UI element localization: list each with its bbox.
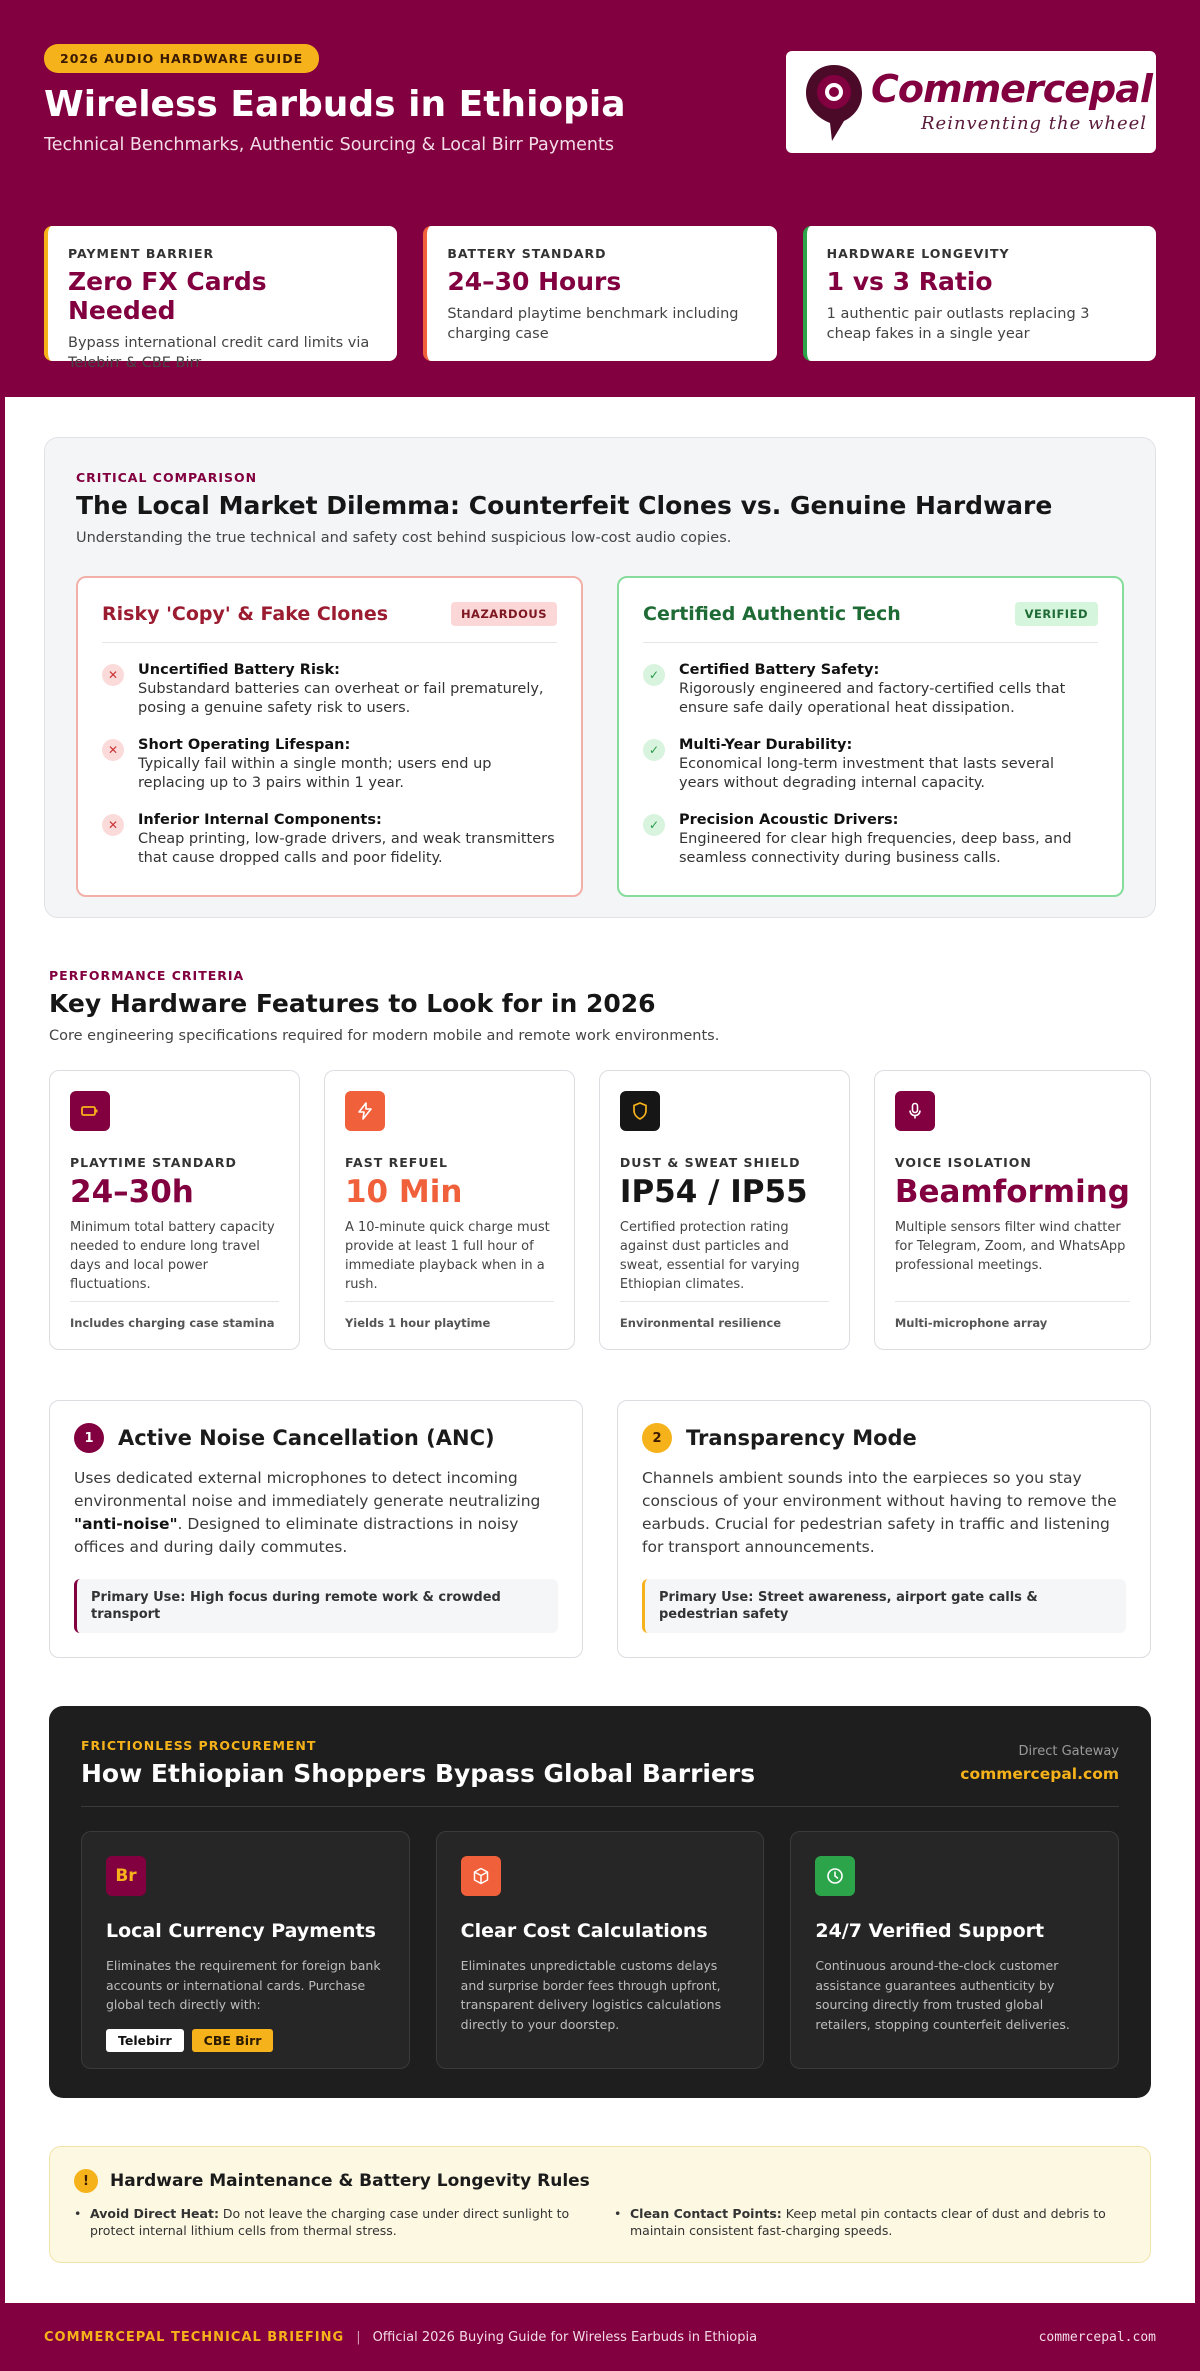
anc-card — [49, 1400, 583, 1658]
hero-header — [0, 0, 1200, 397]
list-item — [643, 736, 1098, 793]
stat-desc: Standard playtime benchmark including charging case — [447, 306, 739, 342]
local-currency-card — [81, 1831, 410, 2069]
stat-desc: 1 authentic pair outlasts replacing 3 cheap fakes in a single year — [826, 306, 1090, 342]
stat-card-payment — [44, 226, 397, 371]
cost-calculations-card — [436, 1831, 765, 2069]
fake-clones-card — [76, 576, 583, 897]
divider — [81, 1806, 1119, 1807]
payment-tags — [106, 2029, 385, 2052]
maintenance-rules — [74, 2205, 1126, 2239]
section-eyebrow: CRITICAL COMPARISON — [76, 470, 258, 485]
card-desc: Eliminates the requirement for foreign bank accounts or international cards. Purchase global tech directly with: — [106, 1958, 381, 2012]
item-text: Engineered for clear high frequencies, deep bass, and seamless connectivity during business calls. — [679, 831, 1072, 866]
feature-footnote: Includes charging case stamina — [70, 1301, 279, 1330]
stat-cards — [44, 226, 1156, 371]
card-title: Clear Cost Calculations — [460, 1920, 708, 1942]
x-icon: ✕ — [102, 739, 124, 761]
stat-card-battery — [423, 226, 776, 361]
lightning-icon — [345, 1091, 385, 1131]
item-heading: Inferior Internal Components: — [138, 812, 382, 828]
stat-card-longevity — [803, 226, 1156, 361]
comparison-cards — [76, 576, 1124, 897]
feature-value: 10 Min — [344, 1174, 463, 1210]
footer-link[interactable]: commercepal.com — [1038, 2329, 1156, 2345]
stat-value: 24–30 Hours — [447, 267, 622, 296]
card-title: 24/7 Verified Support — [815, 1920, 1045, 1942]
card-title: Risky 'Copy' & Fake Clones — [102, 603, 389, 625]
mode-title: Active Noise Cancellation (ANC) — [118, 1426, 495, 1450]
footer-separator: | — [356, 2329, 361, 2345]
stat-desc: Bypass international credit card limits via Telebirr & CBE Birr — [68, 335, 370, 371]
item-text: Typically fail within a single month; users end up replacing up to 3 pairs within 1 year. — [138, 756, 492, 791]
feature-card-playtime — [49, 1070, 300, 1350]
authentic-tech-card — [617, 576, 1124, 897]
item-text: Substandard batteries can overheat or fail prematurely, posing a genuine safety risk to users. — [138, 681, 544, 716]
feature-value: IP54 / IP55 — [619, 1174, 808, 1210]
list-item: • Avoid Direct Heat: Do not leave the charging case under direct sunlight to protect internal lithium cells from thermal stress. — [74, 2205, 586, 2239]
feature-desc: A 10-minute quick charge must provide at least 1 full hour of immediate playback when in a rush. — [344, 1220, 550, 1292]
item-text: Rigorously engineered and factory-certified cells that ensure safe daily operational heat dissipation. — [679, 681, 1066, 716]
x-icon: ✕ — [102, 814, 124, 836]
section-subtitle: Core engineering specifications required for modern mobile and remote work environments. — [49, 1028, 720, 1044]
footer-brand: COMMERCEPAL TECHNICAL BRIEFING — [44, 2329, 345, 2345]
feature-desc: Minimum total battery capacity needed to endure long travel days and local power fluctuations. — [70, 1220, 275, 1292]
birr-icon: Br — [106, 1856, 146, 1896]
item-heading: Uncertified Battery Risk: — [138, 662, 340, 678]
primary-use-callout: Primary Use: High focus during remote work & crowded transport — [74, 1579, 558, 1633]
feature-footnote: Yields 1 hour playtime — [345, 1301, 554, 1330]
card-desc: Eliminates unpredictable customs delays and surprise border fees through upfront, transparent delivery logistics calculations directly to your doorstep. — [460, 1958, 722, 2032]
procurement-cards — [81, 1831, 1119, 2069]
card-desc: Continuous around-the-clock customer assistance guarantees authenticity by sourcing directly from trusted global retailers, stopping counterfeit deliveries. — [815, 1958, 1070, 2032]
footer-text: Official 2026 Buying Guide for Wireless Earbuds in Ethiopia — [372, 2329, 758, 2345]
section-title: How Ethiopian Shoppers Bypass Global Barriers — [81, 1759, 756, 1788]
page-footer — [0, 2303, 1200, 2371]
logo-tagline: Reinventing the wheel — [921, 113, 1148, 134]
stat-value: 1 vs 3 Ratio — [826, 267, 993, 296]
feature-desc: Certified protection rating against dust particles and sweat, essential for varying Ethiopian climates. — [619, 1220, 800, 1292]
item-text: Economical long-term investment that lasts several years without degrading internal capacity. — [679, 756, 1055, 791]
section-title: Hardware Maintenance & Battery Longevity Rules — [110, 2171, 590, 2191]
feature-footnote: Environmental resilience — [620, 1301, 829, 1330]
check-icon: ✓ — [643, 664, 665, 686]
mode-description: Channels ambient sounds into the earpieces so you stay conscious of your environment without having to remove the earbuds. Crucial for pedestrian safety in traffic and listening for transport announcements. — [642, 1469, 1117, 1556]
warning-icon: ! — [74, 2169, 98, 2193]
item-heading: Multi-Year Durability: — [679, 737, 853, 753]
x-icon: ✕ — [102, 664, 124, 686]
item-heading: Precision Acoustic Drivers: — [679, 812, 899, 828]
stat-label: HARDWARE LONGEVITY — [826, 246, 1010, 261]
step-number: 1 — [74, 1423, 104, 1453]
section-eyebrow: PERFORMANCE CRITERIA — [49, 968, 245, 983]
maintenance-section — [49, 2146, 1151, 2263]
telebirr-tag: Telebirr — [106, 2029, 184, 2052]
list-item — [102, 736, 557, 793]
list-item — [102, 661, 557, 718]
gateway-link[interactable]: commercepal.com — [960, 1765, 1119, 1783]
gateway-label: Direct Gateway — [1018, 1744, 1119, 1759]
procurement-section — [49, 1706, 1151, 2098]
feature-label: DUST & SWEAT SHIELD — [619, 1155, 801, 1170]
feature-card-fast-refuel — [324, 1070, 575, 1350]
listening-modes-section — [49, 1400, 1151, 1658]
card-header — [102, 602, 557, 643]
shield-icon — [620, 1091, 660, 1131]
section-title: Key Hardware Features to Look for in 2026 — [49, 989, 656, 1018]
page-subtitle: Technical Benchmarks, Authentic Sourcing & Local Birr Payments — [44, 135, 614, 155]
logo-mark-icon — [802, 61, 866, 143]
section-title: The Local Market Dilemma: Counterfeit Clones vs. Genuine Hardware — [76, 491, 1053, 520]
list-item — [643, 811, 1098, 868]
brand-logo[interactable] — [786, 51, 1156, 153]
stat-label: BATTERY STANDARD — [447, 246, 607, 261]
direct-gateway — [960, 1744, 1119, 1783]
stat-value: Zero FX Cards Needed — [68, 267, 267, 325]
list-item — [643, 661, 1098, 718]
feature-label: VOICE ISOLATION — [894, 1155, 1032, 1170]
box-icon — [461, 1856, 501, 1896]
hazardous-badge: HAZARDOUS — [451, 602, 557, 626]
check-icon: ✓ — [643, 814, 665, 836]
feature-card-dust-shield — [599, 1070, 850, 1350]
check-icon: ✓ — [643, 739, 665, 761]
page-title: Wireless Earbuds in Ethiopia — [44, 84, 626, 125]
item-text: Cheap printing, low-grade drivers, and weak transmitters that cause dropped calls and poor fidelity. — [138, 831, 555, 866]
transparency-card — [617, 1400, 1151, 1658]
microphone-icon — [895, 1091, 935, 1131]
clock-icon — [815, 1856, 855, 1896]
feature-desc: Multiple sensors filter wind chatter for Telegram, Zoom, and WhatsApp professional meetings. — [894, 1220, 1126, 1273]
feature-card-voice-isolation — [874, 1070, 1151, 1350]
primary-use-callout: Primary Use: Street awareness, airport gate calls & pedestrian safety — [642, 1579, 1126, 1633]
card-title: Local Currency Payments — [106, 1920, 376, 1942]
section-subtitle: Understanding the true technical and safety cost behind suspicious low-cost audio copies. — [76, 530, 732, 546]
stat-label: PAYMENT BARRIER — [68, 246, 215, 261]
verified-support-card — [790, 1831, 1119, 2069]
feature-cards — [49, 1070, 1151, 1350]
step-number: 2 — [642, 1423, 672, 1453]
logo-wordmark: Commercepal — [871, 67, 1152, 111]
mode-description: Uses dedicated external microphones to detect incoming environmental noise and immediately generate neutralizing "anti-noise". Designed to eliminate distractions in noisy offices and during daily commutes. — [74, 1469, 541, 1556]
section-eyebrow: FRICTIONLESS PROCUREMENT — [81, 1738, 317, 1753]
card-title: Certified Authentic Tech — [643, 603, 901, 625]
feature-label: PLAYTIME STANDARD — [70, 1155, 237, 1170]
cbe-birr-tag: CBE Birr — [192, 2029, 274, 2052]
item-heading: Certified Battery Safety: — [679, 662, 880, 678]
list-item: • Clean Contact Points: Keep metal pin contacts clear of dust and debris to maintain consistent fast-charging speeds. — [614, 2205, 1126, 2239]
feature-label: FAST REFUEL — [344, 1155, 448, 1170]
item-heading: Short Operating Lifespan: — [138, 737, 351, 753]
mode-title: Transparency Mode — [686, 1426, 917, 1450]
list-item — [102, 811, 557, 868]
feature-footnote: Multi-microphone array — [895, 1301, 1130, 1330]
guide-badge: 2026 AUDIO HARDWARE GUIDE — [44, 44, 319, 73]
feature-value: 24–30h — [70, 1174, 194, 1210]
card-header — [643, 602, 1098, 643]
verified-badge: VERIFIED — [1015, 602, 1098, 626]
feature-value: Beamforming — [894, 1174, 1130, 1210]
battery-icon — [70, 1091, 110, 1131]
features-section — [49, 968, 1151, 1350]
comparison-section — [44, 437, 1156, 918]
